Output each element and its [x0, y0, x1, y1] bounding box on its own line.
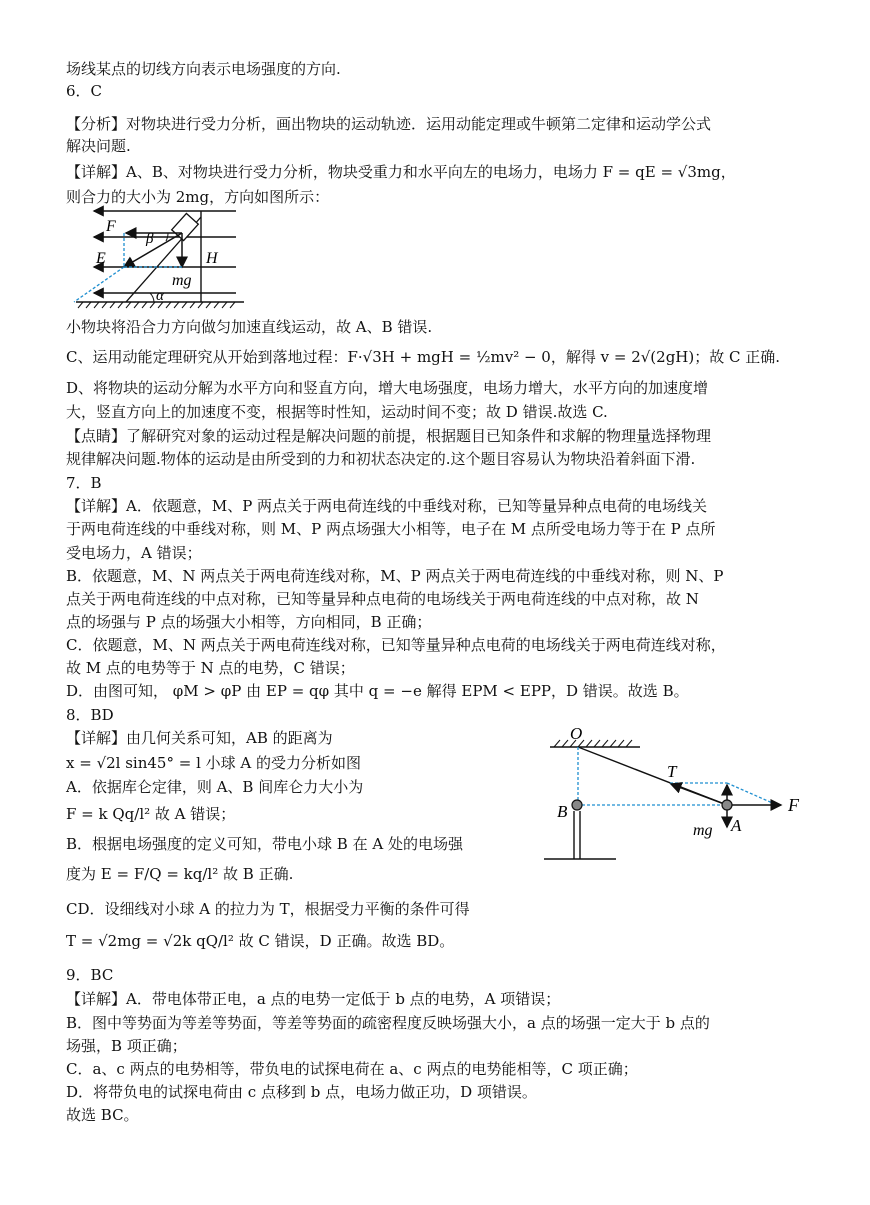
text-line: C．依题意，M、N 两点关于两电荷连线对称，已知等量异种点电荷的电场线关于两电荷连线对称， — [66, 636, 726, 654]
text-line: C、运用动能定理研究从开始到落地过程：F·√3H + mgH = ½mv² − 0，解得 v = 2√(2gH)；故 C 正确. — [66, 348, 781, 366]
label-H: H — [206, 250, 218, 267]
text-line: 点的场强与 P 点的场强大小相等，方向相同，B 正确； — [66, 613, 432, 631]
text-line: CD．设细线对小球 A 的拉力为 T，根据受力平衡的条件可得 — [66, 900, 470, 918]
text-line: 7．B — [66, 474, 102, 492]
label-O: O — [570, 725, 583, 743]
text-line: D．将带负电的试探电荷由 c 点移到 b 点，电场力做正功，D 项错误。 — [66, 1083, 537, 1101]
text-line: C．a、c 两点的电势相等，带负电的试探电荷在 a、c 两点的电势能相等，C 项正确； — [66, 1060, 638, 1078]
label-F: F — [788, 795, 799, 815]
figure-forces-block — [66, 205, 251, 315]
text-line: 6．C — [66, 82, 103, 100]
text-line: x = √2l sin45° = l 小球 A 的受力分析如图 — [66, 754, 362, 772]
figure-forces-block-svg — [66, 205, 251, 315]
text-line: 场强，B 项正确； — [66, 1037, 187, 1055]
text-line: 大，竖直方向上的加速度不变，根据等时性知，运动时间不变；故 D 错误.故选 C. — [66, 403, 608, 421]
text-line: D、将物块的运动分解为水平方向和竖直方向，增大电场强度，电场力增大，水平方向的加速度增 — [66, 379, 709, 397]
text-line: 度为 E = F/Q = kq/l² 故 B 正确. — [66, 865, 294, 883]
text-line: 8．BD — [66, 706, 114, 724]
text-line: 【详解】A．依题意，M、P 两点关于两电荷连线的中垂线对称，已知等量异种点电荷的电场线关 — [66, 497, 708, 515]
text-line: 【详解】由几何关系可知，AB 的距离为 — [66, 729, 333, 747]
text-line: 故 M 点的电势等于 N 点的电势，C 错误； — [66, 659, 355, 677]
label-F: F — [106, 218, 116, 235]
label-E: E — [96, 250, 106, 267]
figure-pendulum-svg — [540, 725, 810, 865]
text-line: 点关于两电荷连线的中点对称，已知等量异种点电荷的电场线关于两电荷连线的中点对称，故 N — [66, 590, 699, 608]
text-line: 则合力的大小为 2mg，方向如图所示： — [66, 188, 330, 206]
text-line: 【点睛】了解研究对象的运动过程是解决问题的前提，根据题目已知条件和求解的物理量选择物理 — [66, 427, 712, 445]
label-mg: mg — [172, 272, 192, 289]
text-line: 故选 BC。 — [66, 1106, 139, 1124]
label-alpha: α — [156, 288, 164, 304]
text-line: 场线某点的切线方向表示电场强度的方向. — [66, 60, 341, 78]
label-mg: mg — [693, 822, 713, 839]
text-line: 于两电荷连线的中垂线对称，则 M、P 两点场强大小相等，电子在 M 点所受电场力等于在 P 点所 — [66, 520, 716, 538]
text-line: 受电场力，A 错误； — [66, 544, 202, 562]
text-line: 9．BC — [66, 966, 114, 984]
text-line: 【分析】对物块进行受力分析，画出物块的运动轨迹．运用动能定理或牛顿第二定律和运动学公式 — [66, 115, 712, 133]
text-line: 规律解决问题.物体的运动是由所受到的力和初状态决定的.这个题目容易认为物块沿着斜面下滑. — [66, 450, 696, 468]
text-line: B．依题意，M、N 两点关于两电荷连线对称，M、P 两点关于两电荷连线的中垂线对称，则 N、P — [66, 567, 724, 585]
text-line: D．由图可知， φM > φP 由 EP = qφ 其中 q = −e 解得 EPM < EPP，D 错误。故选 B。 — [66, 682, 689, 700]
text-line: 【详解】A．带电体带正电，a 点的电势一定低于 b 点的电势，A 项错误； — [66, 990, 561, 1008]
text-line: 小物块将沿合力方向做匀加速直线运动，故 A、B 错误. — [66, 318, 433, 336]
text-line: B．根据电场强度的定义可知，带电小球 B 在 A 处的电场强 — [66, 835, 463, 853]
text-line: A．依据库仑定律，则 A、B 间库仑力大小为 — [66, 778, 364, 796]
label-T: T — [667, 762, 677, 781]
label-B: B — [557, 802, 568, 821]
text-line: 解决问题. — [66, 137, 131, 155]
text-line: F = k Qq/l² 故 A 错误； — [66, 805, 236, 823]
text-line: T = √2mg = √2k qQ/l² 故 C 错误，D 正确。故选 BD。 — [66, 932, 455, 950]
text-line: 【详解】A、B、对物块进行受力分析，物块受重力和水平向左的电场力，电场力 F = qE = √3mg， — [66, 163, 736, 181]
label-A: A — [731, 816, 742, 835]
text-line: B．图中等势面为等差等势面，等差等势面的疏密程度反映场强大小，a 点的场强一定大于 b 点的 — [66, 1014, 710, 1032]
figure-pendulum — [540, 725, 810, 865]
label-beta: β — [146, 231, 154, 247]
